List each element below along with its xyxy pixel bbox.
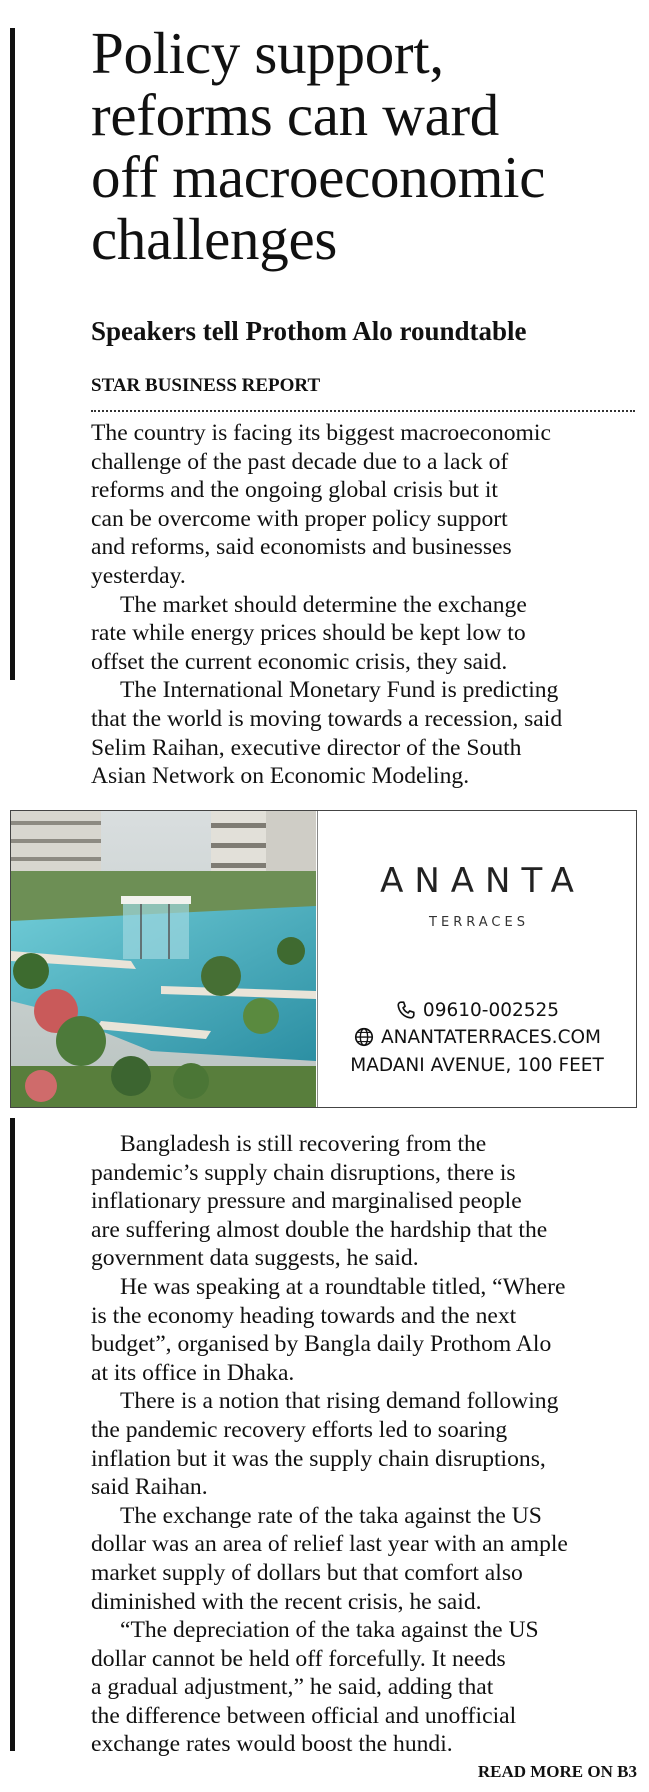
- headline-line: Policy support,: [91, 20, 444, 86]
- left-rule-top: [10, 28, 15, 680]
- text-line: dollar was an area of relief last year with an ample: [91, 1531, 568, 1558]
- headline-line: off macroeconomic: [91, 144, 546, 210]
- text-line: the pandemic recovery efforts led to soaring: [91, 1416, 508, 1443]
- headline: [91, 22, 636, 270]
- text-line: the difference between official and unofficial: [91, 1702, 517, 1729]
- paragraph: [91, 591, 636, 677]
- text-line: rate while energy prices should be kept low to: [91, 620, 526, 647]
- ad-website-url: ANANTATERRACES.COM: [380, 1026, 602, 1048]
- paragraph: [91, 1502, 636, 1616]
- text-line: diminished with the recent crisis, he said.: [91, 1588, 482, 1615]
- text-line: inflation but it was the supply chain disruptions,: [91, 1445, 546, 1472]
- text-line: “The depreciation of the taka against the US: [120, 1617, 539, 1644]
- byline-divider: [91, 410, 635, 412]
- ad-info-panel: [317, 811, 636, 1107]
- text-line: Asian Network on Economic Modeling.: [91, 763, 470, 790]
- text-line: market supply of dollars but that comfort also: [91, 1559, 523, 1586]
- paragraph: [91, 1273, 636, 1387]
- headline-line: challenges: [91, 206, 337, 272]
- text-line: Bangladesh is still recovering from the: [120, 1131, 487, 1157]
- ad-phone[interactable]: [318, 999, 636, 1021]
- text-line: challenge of the past decade due to a lack of: [91, 448, 509, 475]
- text-line: a gradual adjustment,” he said, adding that: [91, 1674, 494, 1701]
- text-line: The country is facing its biggest macroeconomic: [91, 420, 551, 446]
- text-line: reforms and the ongoing global crisis but it: [91, 477, 498, 504]
- ad-tagline: TERRACES: [429, 915, 529, 930]
- text-line: government data suggests, he said.: [91, 1245, 419, 1272]
- paragraph: [91, 419, 636, 591]
- text-line: The exchange rate of the taka against the US: [120, 1502, 542, 1529]
- text-line: exchange rates would boost the hundi.: [91, 1731, 453, 1758]
- text-line: can be overcome with proper policy support: [91, 505, 508, 532]
- paragraph: [91, 1616, 636, 1759]
- ad-website[interactable]: [318, 1026, 636, 1048]
- text-line: yesterday.: [91, 562, 186, 589]
- headline-line: reforms can ward: [91, 82, 499, 148]
- text-line: pandemic’s supply chain disruptions, there is: [91, 1159, 516, 1186]
- paragraph: [91, 1387, 636, 1501]
- advertisement[interactable]: [10, 810, 637, 1108]
- text-line: is the economy heading towards and the next: [91, 1302, 517, 1329]
- paragraph: [91, 676, 636, 790]
- text-line: The market should determine the exchange: [120, 591, 527, 618]
- byline: STAR BUSINESS REPORT: [91, 375, 321, 396]
- ad-address: MADANI AVENUE, 100 FEET: [350, 1055, 604, 1076]
- text-line: There is a notion that rising demand following: [120, 1388, 559, 1415]
- read-more-link[interactable]: READ MORE ON B3: [477, 1762, 637, 1781]
- text-line: are suffering almost double the hardship that the: [91, 1216, 548, 1243]
- left-rule-bottom: [10, 1118, 15, 1751]
- article-body-part2: [91, 1130, 636, 1759]
- subheadline: Speakers tell Prothom Alo roundtable: [91, 316, 527, 346]
- phone-icon: [395, 999, 417, 1021]
- ad-brand-name: ANANTA: [380, 861, 585, 901]
- text-line: budget”, organised by Bangla daily Prothom Alo: [91, 1331, 552, 1358]
- text-line: that the world is moving towards a recession, said: [91, 705, 563, 732]
- text-line: at its office in Dhaka.: [91, 1359, 295, 1386]
- text-line: He was speaking at a roundtable titled, “Where: [120, 1273, 566, 1300]
- text-line: inflationary pressure and marginalised people: [91, 1188, 522, 1215]
- text-line: and reforms, said economists and businesses: [91, 534, 512, 561]
- article-body-part1: [91, 419, 636, 791]
- text-line: said Raihan.: [91, 1474, 208, 1501]
- ad-phone-number: 09610-002525: [422, 999, 560, 1021]
- text-line: dollar cannot be held off forcefully. It needs: [91, 1645, 506, 1672]
- text-line: Selim Raihan, executive director of the South: [91, 734, 522, 761]
- text-line: The International Monetary Fund is predicting: [120, 677, 559, 704]
- text-line: offset the current economic crisis, they said.: [91, 648, 508, 675]
- ad-resort-photo: [11, 811, 316, 1107]
- paragraph: [91, 1130, 636, 1273]
- globe-icon: [353, 1026, 375, 1048]
